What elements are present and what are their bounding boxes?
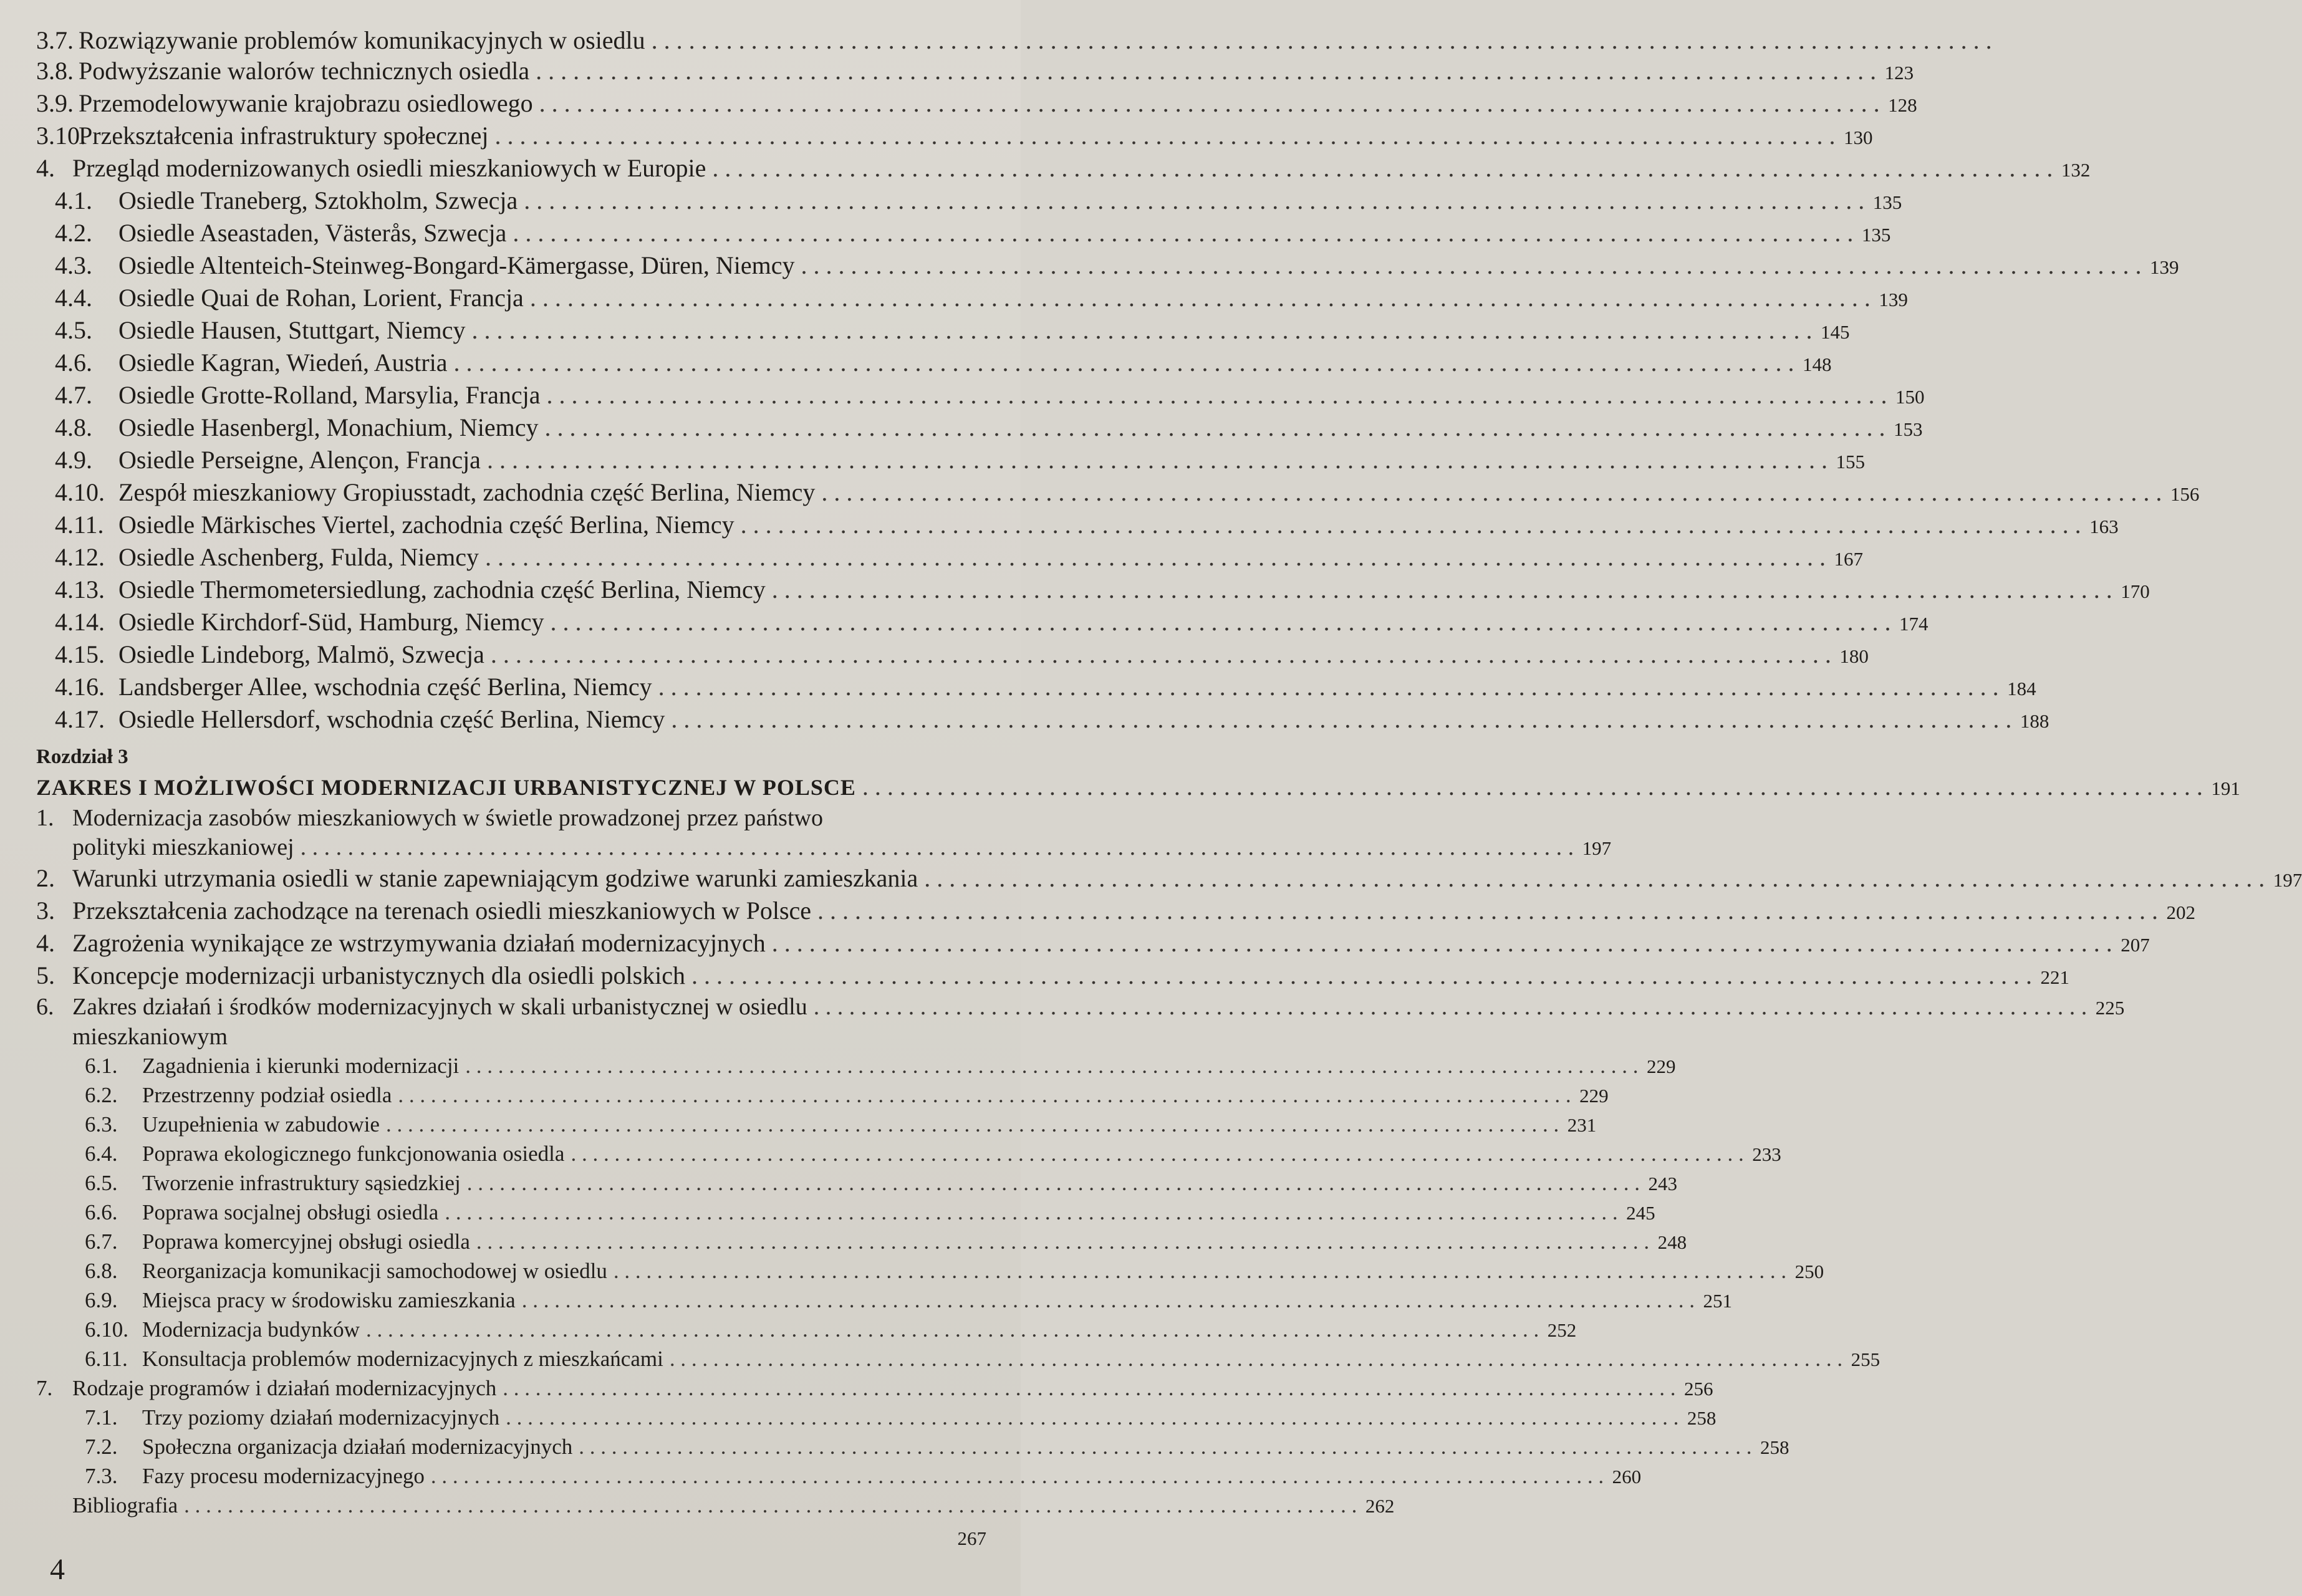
leader-dots bbox=[741, 509, 2081, 540]
toc-entry bbox=[36, 671, 2036, 704]
toc-entry bbox=[36, 895, 2196, 928]
entry-title: Trzy poziomy działań modernizacyjnych bbox=[142, 1405, 500, 1430]
entry-number: 4.4. bbox=[55, 284, 92, 312]
leader-dots bbox=[476, 1228, 1649, 1256]
leader-dots bbox=[821, 477, 2162, 507]
toc-entry bbox=[36, 542, 1864, 574]
leader-dots bbox=[445, 1198, 1617, 1227]
entry-number: 4.13. bbox=[55, 575, 105, 603]
entry-page: 167 bbox=[1834, 548, 1864, 570]
entry-title: Poprawa ekologicznego funkcjonowania osiedla bbox=[142, 1142, 565, 1166]
entry-title: Osiedle Thermometersiedlung, zachodnia część Berlina, Niemcy bbox=[118, 575, 766, 603]
leader-dots bbox=[691, 960, 2032, 991]
entry-page: 248 bbox=[1657, 1231, 1687, 1253]
leader-dots bbox=[671, 704, 2011, 734]
entry-page: 123 bbox=[1884, 62, 1914, 84]
entry-page: 197 bbox=[1582, 837, 1612, 859]
entry-title: Osiedle Hausen, Stuttgart, Niemcy bbox=[118, 316, 466, 344]
leader-dots bbox=[495, 120, 1836, 151]
entry-page: 197 bbox=[2273, 869, 2302, 891]
entry-title: Warunki utrzymania osiedli w stanie zapewniającym godziwe warunki zamieszkania bbox=[72, 864, 918, 892]
entry-title: Fazy procesu modernizacyjnego bbox=[142, 1464, 425, 1488]
table-of-contents bbox=[36, 25, 2302, 1521]
entry-page: 262 bbox=[1365, 1495, 1395, 1517]
entry-title: Rodzaje programów i działań modernizacyjnych bbox=[72, 1376, 497, 1400]
entry-title: Przemodelowywanie krajobrazu osiedlowego bbox=[79, 89, 533, 117]
entry-number: 4.6. bbox=[55, 349, 92, 377]
entry-page: 153 bbox=[1894, 418, 1923, 440]
toc-entry-1 bbox=[36, 804, 1612, 863]
entry-number: 5. bbox=[36, 961, 55, 989]
entry-number: 6.6. bbox=[85, 1200, 118, 1224]
entry-title: Przekształcenia infrastruktury społecznej bbox=[79, 122, 489, 150]
entry-number: 4.17. bbox=[55, 705, 105, 733]
entry-page: 145 bbox=[1821, 321, 1850, 343]
toc-entry bbox=[36, 1462, 1642, 1491]
toc-entry bbox=[36, 1257, 1824, 1286]
entry-number: 4. bbox=[36, 154, 55, 182]
leader-dots bbox=[506, 1403, 1678, 1432]
entry-page: 225 bbox=[2095, 997, 2125, 1019]
entry-number: 4.1. bbox=[55, 186, 92, 214]
entry-number: 6.11. bbox=[85, 1347, 128, 1371]
entry-number: 2. bbox=[36, 864, 55, 892]
entry-title: Zagrożenia wynikające ze wstrzymywania działań modernizacyjnych bbox=[72, 929, 766, 957]
leader-dots bbox=[454, 347, 1794, 378]
toc-section-subentries bbox=[36, 1052, 1881, 1521]
entry-title: Osiedle Grotte-Rolland, Marsylia, Francja bbox=[118, 381, 541, 409]
entry-number: 7. bbox=[36, 1376, 53, 1400]
toc-entry bbox=[36, 928, 2150, 960]
leader-dots bbox=[652, 25, 1992, 55]
leader-dots bbox=[431, 1462, 1604, 1491]
chapter-heading bbox=[36, 771, 2240, 804]
toc-entry-6 bbox=[36, 993, 2125, 1052]
entry-title: Osiedle Traneberg, Sztokholm, Szwecja bbox=[118, 186, 518, 214]
entry-number: 4.11. bbox=[55, 511, 104, 539]
toc-entry bbox=[36, 1374, 1713, 1403]
toc-section-chapter3 bbox=[36, 863, 2302, 993]
toc-entry bbox=[36, 477, 2200, 509]
entry-page: 202 bbox=[2166, 901, 2196, 923]
entry-title: Zagadnienia i kierunki modernizacji bbox=[142, 1054, 460, 1078]
entry-page: 233 bbox=[1752, 1143, 1781, 1165]
leader-dots bbox=[503, 1374, 1675, 1403]
leader-dots bbox=[530, 282, 1871, 313]
toc-entry bbox=[36, 218, 1891, 250]
entry-title: Poprawa socjalnej obsługi osiedla bbox=[142, 1200, 439, 1224]
entry-title: Osiedle Perseigne, Alençon, Francja bbox=[118, 446, 481, 474]
entry-title: Osiedle Hasenbergl, Monachium, Niemcy bbox=[118, 413, 539, 441]
leader-dots bbox=[513, 218, 1853, 248]
entry-page: 180 bbox=[1839, 645, 1869, 667]
toc-entry bbox=[36, 250, 2179, 282]
leader-dots bbox=[571, 1140, 1743, 1168]
toc-entry bbox=[36, 315, 1850, 347]
entry-number: 6. bbox=[36, 994, 54, 1020]
entry-number: 3.8. bbox=[36, 57, 74, 85]
toc-entry bbox=[36, 347, 1832, 380]
leader-dots bbox=[801, 250, 2142, 281]
toc-section-chapter2 bbox=[36, 25, 2200, 736]
entry-number: 6.3. bbox=[85, 1112, 118, 1137]
entry-number: 6.2. bbox=[85, 1083, 118, 1107]
chapter-title: ZAKRES I MOŻLIWOŚCI MODERNIZACJI URBANISTYCZNEJ W POLSCE bbox=[36, 775, 856, 800]
leader-dots bbox=[670, 1345, 1842, 1373]
entry-page: 184 bbox=[2007, 678, 2036, 699]
entry-page: 163 bbox=[2089, 516, 2119, 537]
entry-page: 155 bbox=[1836, 451, 1865, 473]
entry-title: Społeczna organizacja działań modernizacyjnych bbox=[142, 1435, 573, 1459]
entry-number: 6.4. bbox=[85, 1142, 118, 1166]
entry-number: 6.5. bbox=[85, 1171, 118, 1195]
entry-number: 4.14. bbox=[55, 608, 105, 636]
entry-title-line2: mieszkaniowym bbox=[72, 1024, 228, 1050]
toc-entry bbox=[36, 88, 1917, 120]
entry-number: 4.2. bbox=[55, 219, 92, 247]
trailing-page-number: 267 bbox=[957, 1527, 986, 1549]
entry-title: Miejsca pracy w środowisku zamieszkania bbox=[142, 1288, 516, 1312]
leader-dots bbox=[522, 1286, 1695, 1315]
entry-title: Osiedle Altenteich-Steinweg-Bongard-Kämergasse, Düren, Niemcy bbox=[118, 251, 795, 279]
entry-page: 258 bbox=[1687, 1407, 1717, 1429]
chapter-label: Rozdział 3 bbox=[36, 746, 128, 768]
entry-number: 6.9. bbox=[85, 1288, 118, 1312]
page-folio: 4 bbox=[50, 1553, 65, 1586]
entry-title: Przegląd modernizowanych osiedli mieszkaniowych w Europie bbox=[72, 154, 706, 182]
toc-entry bbox=[36, 380, 1925, 412]
leader-dots bbox=[545, 412, 1885, 443]
leader-dots bbox=[491, 639, 1831, 670]
entry-page: 250 bbox=[1794, 1261, 1824, 1282]
entry-title: Osiedle Quai de Rohan, Lorient, Francja bbox=[118, 284, 524, 312]
toc-entry bbox=[36, 1081, 1609, 1110]
toc-entry bbox=[36, 282, 1908, 315]
entry-page: 207 bbox=[2121, 934, 2150, 956]
entry-page: 128 bbox=[1888, 94, 1917, 116]
entry-page: 188 bbox=[2020, 710, 2049, 732]
entry-title: Osiedle Hellersdorf, wschodnia część Berlina, Niemcy bbox=[118, 705, 665, 733]
toc-entry bbox=[36, 1110, 1597, 1140]
entry-number: 7.1. bbox=[85, 1405, 118, 1430]
toc-entry bbox=[36, 1052, 1676, 1081]
entry-number: 4.10. bbox=[55, 478, 105, 506]
toc-entry bbox=[36, 1315, 1577, 1345]
leader-dots bbox=[366, 1315, 1539, 1344]
entry-title: Koncepcje modernizacji urbanistycznych dla osiedli polskich bbox=[72, 961, 686, 989]
leader-dots bbox=[184, 1491, 1357, 1520]
entry-number: 3.10. bbox=[36, 122, 86, 150]
entry-title: Podwyższanie walorów technicznych osiedla bbox=[79, 57, 530, 85]
leader-dots bbox=[539, 88, 1880, 118]
toc-entry bbox=[36, 153, 2091, 185]
leader-dots bbox=[579, 1433, 1751, 1461]
entry-page: 170 bbox=[2121, 580, 2150, 602]
leader-dots bbox=[472, 315, 1813, 345]
entry-title-line1: Zakres działań i środków modernizacyjnych w skali urbanistycznej w osiedlu bbox=[72, 994, 807, 1020]
entry-title: Osiedle Lindeborg, Malmö, Szwecja bbox=[118, 640, 484, 668]
leader-dots bbox=[814, 993, 2088, 1022]
entry-title: Osiedle Märkisches Viertel, zachodnia część Berlina, Niemcy bbox=[118, 511, 734, 539]
entry-page: 255 bbox=[1851, 1348, 1881, 1370]
entry-number: 4.8. bbox=[55, 413, 92, 441]
entry-title: Uzupełnienia w zabudowie bbox=[142, 1112, 380, 1137]
entry-page: 243 bbox=[1648, 1173, 1677, 1195]
toc-entry bbox=[36, 412, 1923, 445]
entry-page: 221 bbox=[2040, 966, 2070, 988]
entry-title: Zespół mieszkaniowy Gropiusstadt, zachodnia część Berlina, Niemcy bbox=[118, 478, 816, 506]
leader-dots bbox=[524, 185, 1864, 216]
toc-entry bbox=[36, 639, 1869, 671]
leader-dots bbox=[862, 771, 2203, 802]
entry-number: 4.3. bbox=[55, 251, 92, 279]
entry-page: 174 bbox=[1899, 613, 1929, 635]
entry-page: 156 bbox=[2170, 483, 2200, 505]
entry-page: 229 bbox=[1579, 1085, 1609, 1107]
toc-entry bbox=[36, 1228, 1687, 1257]
entry-page: 132 bbox=[2061, 159, 2091, 181]
leader-dots bbox=[386, 1110, 1559, 1139]
entry-title: Rozwiązywanie problemów komunikacyjnych w osiedlu bbox=[79, 26, 645, 54]
entry-page: 135 bbox=[1861, 224, 1891, 246]
entry-number: 4.15. bbox=[55, 640, 105, 668]
leader-dots bbox=[465, 1052, 1638, 1080]
leader-dots bbox=[546, 380, 1887, 410]
toc-entry bbox=[36, 25, 996, 55]
entry-number: 3.9. bbox=[36, 89, 74, 117]
entry-number: 6.8. bbox=[85, 1259, 118, 1283]
entry-page: 150 bbox=[1895, 386, 1925, 408]
entry-title: Przestrzenny podział osiedla bbox=[142, 1083, 392, 1107]
entry-page: 258 bbox=[1760, 1436, 1789, 1458]
leader-dots bbox=[301, 833, 1574, 862]
toc-entry bbox=[36, 704, 2049, 736]
toc-entry bbox=[36, 863, 2302, 895]
entry-page: 252 bbox=[1547, 1319, 1577, 1341]
entry-page: 148 bbox=[1803, 353, 1832, 375]
toc-entry bbox=[36, 445, 1865, 477]
leader-dots bbox=[924, 863, 2265, 893]
toc-entry bbox=[36, 1403, 1717, 1433]
entry-title: Modernizacja budynków bbox=[142, 1317, 360, 1342]
toc-entry bbox=[36, 1433, 1789, 1462]
entry-number: 1. bbox=[36, 805, 54, 831]
entry-number: 3. bbox=[36, 897, 55, 925]
leader-dots bbox=[817, 895, 2158, 926]
leader-dots bbox=[398, 1081, 1571, 1110]
entry-title: Osiedle Aschenberg, Fulda, Niemcy bbox=[118, 543, 479, 571]
toc-entry bbox=[36, 1198, 1655, 1228]
entry-number: 3.7. bbox=[36, 26, 74, 54]
entry-page: 251 bbox=[1703, 1290, 1732, 1312]
entry-page: 139 bbox=[2150, 256, 2179, 278]
toc-entry bbox=[36, 1169, 1677, 1198]
entry-title: Osiedle Aseastaden, Västerås, Szwecja bbox=[118, 219, 507, 247]
toc-entry bbox=[36, 509, 2119, 542]
entry-page: 231 bbox=[1567, 1114, 1597, 1136]
toc-entry bbox=[36, 607, 1929, 639]
entry-number: 4.7. bbox=[55, 381, 92, 409]
leader-dots bbox=[485, 542, 1826, 572]
toc-entry bbox=[36, 1345, 1881, 1374]
entry-page: 135 bbox=[1872, 191, 1902, 213]
toc-entry bbox=[36, 1140, 1781, 1169]
entry-title: Reorganizacja komunikacji samochodowej w osiedlu bbox=[142, 1259, 607, 1283]
toc-entry bbox=[36, 1286, 1732, 1315]
entry-title-line1: Modernizacja zasobów mieszkaniowych w świetle prowadzonej przez państwo bbox=[72, 805, 823, 831]
entry-number: 6.7. bbox=[85, 1229, 118, 1254]
entry-title: Konsultacja problemów modernizacyjnych z mieszkańcami bbox=[142, 1347, 663, 1371]
entry-number: 7.2. bbox=[85, 1435, 118, 1459]
entry-title: Osiedle Kirchdorf-Süd, Hamburg, Niemcy bbox=[118, 608, 544, 636]
toc-entry bbox=[36, 185, 1902, 218]
chapter-page: 191 bbox=[2211, 777, 2240, 799]
leader-dots bbox=[536, 55, 1876, 86]
leader-dots bbox=[712, 153, 2053, 183]
leader-dots bbox=[487, 445, 1828, 475]
entry-page: 260 bbox=[1612, 1466, 1642, 1488]
entry-title: Poprawa komercyjnej obsługi osiedla bbox=[142, 1229, 470, 1254]
entry-number: 4.12. bbox=[55, 543, 105, 571]
toc-entry bbox=[36, 574, 2150, 607]
entry-title: Tworzenie infrastruktury sąsiedzkiej bbox=[142, 1171, 461, 1195]
entry-page: 229 bbox=[1647, 1055, 1676, 1077]
entry-title: Osiedle Kagran, Wiedeń, Austria bbox=[118, 349, 448, 377]
toc-entry bbox=[36, 120, 1873, 153]
entry-page: 139 bbox=[1879, 289, 1908, 310]
entry-page: 245 bbox=[1626, 1202, 1655, 1224]
toc-entry bbox=[36, 960, 2070, 993]
entry-number: 4.9. bbox=[55, 446, 92, 474]
entry-number: 4. bbox=[36, 929, 55, 957]
toc-entry bbox=[36, 55, 1914, 88]
toc-entry bbox=[36, 1491, 1395, 1521]
leader-dots bbox=[467, 1169, 1640, 1198]
entry-number: 4.16. bbox=[55, 673, 105, 701]
entry-title: Przekształcenia zachodzące na terenach osiedli mieszkaniowych w Polsce bbox=[72, 897, 812, 925]
leader-dots bbox=[658, 671, 1999, 702]
entry-page: 130 bbox=[1844, 127, 1873, 148]
entry-title-line2: polityki mieszkaniowej bbox=[72, 834, 294, 860]
leader-dots bbox=[772, 928, 2112, 958]
entry-title: Bibliografia bbox=[72, 1493, 178, 1517]
entry-page: 256 bbox=[1684, 1378, 1713, 1400]
entry-number: 6.10. bbox=[85, 1317, 128, 1342]
entry-number: 7.3. bbox=[85, 1464, 118, 1488]
leader-dots bbox=[614, 1257, 1786, 1286]
entry-number: 6.1. bbox=[85, 1054, 118, 1078]
entry-title: Landsberger Allee, wschodnia część Berlina, Niemcy bbox=[118, 673, 652, 701]
entry-number: 4.5. bbox=[55, 316, 92, 344]
leader-dots bbox=[550, 607, 1890, 637]
leader-dots bbox=[772, 574, 2112, 605]
